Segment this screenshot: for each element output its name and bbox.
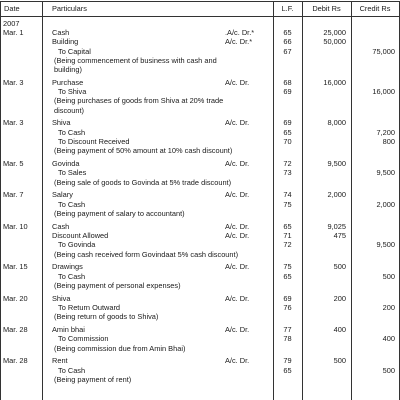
debit-account: Cash: [52, 28, 70, 37]
header-date: Date: [4, 4, 20, 13]
ledger-folio: 70: [283, 136, 292, 146]
credit-account: To Cash: [58, 271, 86, 281]
credit-account: To Return Outward: [58, 302, 121, 312]
ac-dr-label: A/c. Dr.: [225, 221, 250, 231]
narration-line: (Being purchases of goods from Shiva at 20% trade: [54, 96, 224, 106]
credit-amount: 9,500: [376, 168, 395, 178]
credit-account: To Capital: [58, 46, 91, 56]
debit-account: Rent: [52, 356, 68, 366]
ledger-folio: 65: [283, 221, 292, 231]
ac-dr-label: A/c. Dr.: [225, 325, 250, 335]
narration-line: (Being payment of rent): [54, 374, 132, 384]
divider-lf: [302, 1, 303, 400]
narration-line: (Being payment of 50% amount at 10% cash discount): [54, 146, 233, 156]
header-bottom-rule: [0, 16, 400, 17]
debit-account: Building: [52, 37, 79, 47]
debit-amount: 500: [333, 262, 346, 272]
credit-account: To Commission: [58, 334, 109, 344]
ledger-folio: 75: [283, 199, 292, 209]
header-credit: Credit Rs: [359, 4, 391, 13]
credit-amount: 800: [382, 136, 395, 146]
narration-line: (Being commission due from Amin Bhai): [54, 343, 186, 353]
ac-dr-label: A/c. Dr.: [225, 190, 250, 200]
entry-date: Mar. 28: [3, 325, 28, 335]
debit-amount: 9,025: [327, 221, 346, 231]
narration-line: (Being payment of personal expenses): [54, 280, 181, 290]
ledger-folio: 69: [283, 293, 292, 303]
credit-amount: 16,000: [372, 87, 395, 97]
debit-amount: 9,500: [327, 159, 346, 169]
credit-amount: 500: [382, 365, 395, 375]
credit-amount: 400: [382, 334, 395, 344]
ledger-folio: 75: [283, 262, 292, 272]
ledger-folio: 72: [283, 159, 292, 169]
credit-account: To Cash: [58, 199, 86, 209]
narration-line: (Being payment of salary to accountant): [54, 208, 185, 218]
entry-date: Mar. 20: [3, 293, 28, 303]
debit-amount: 475: [333, 231, 346, 240]
ac-dr-label: A/c. Dr.: [225, 293, 250, 303]
credit-account: To Discount Received: [58, 136, 130, 146]
debit-account: Cash: [52, 221, 70, 231]
ledger-folio: 73: [283, 168, 292, 178]
ledger-folio: 71: [283, 231, 292, 240]
credit-amount: 7,200: [376, 127, 395, 137]
narration-line: (Being sale of goods to Govinda at 5% trade discount): [54, 177, 232, 187]
border-left: [0, 1, 1, 400]
entry-date: Mar. 7: [3, 190, 24, 200]
entry-date: Mar. 28: [3, 356, 28, 366]
entry-date: Mar. 3: [3, 118, 24, 128]
ledger-folio: 72: [283, 240, 292, 250]
narration-line: discount): [54, 105, 84, 115]
entry-date: Mar. 10: [3, 221, 28, 231]
debit-amount: 2,000: [327, 190, 346, 200]
ac-dr-label: A/c. Dr.*: [225, 37, 253, 47]
debit-account: Discount Allowed: [52, 231, 109, 240]
ledger-folio: 65: [283, 365, 292, 375]
narration-line: (Being cash received form Govindaat 5% cash discount): [54, 249, 239, 259]
debit-account: Govinda: [52, 159, 80, 169]
debit-amount: 400: [333, 325, 346, 335]
entry-date: Mar. 3: [3, 77, 24, 87]
ac-dr-label: A/c. Dr.: [225, 77, 250, 87]
ledger-folio: 76: [283, 302, 292, 312]
ledger-folio: 65: [283, 271, 292, 281]
debit-amount: 200: [333, 293, 346, 303]
debit-account: Drawings: [52, 262, 83, 272]
debit-amount: 50,000: [323, 37, 346, 47]
credit-account: To Govinda: [58, 240, 96, 250]
debit-amount: 16,000: [323, 77, 346, 87]
credit-amount: 200: [382, 302, 395, 312]
credit-account: To Cash: [58, 127, 86, 137]
entry-date: Mar. 1: [3, 28, 24, 37]
credit-account: To Cash: [58, 365, 86, 375]
credit-account: To Sales: [58, 168, 87, 178]
entry-date: Mar. 15: [3, 262, 28, 272]
header-debit: Debit Rs: [312, 4, 341, 13]
ledger-folio: 74: [283, 190, 292, 200]
ac-dr-label: .A/c. Dr.*: [225, 28, 255, 37]
debit-account: Purchase: [52, 77, 84, 87]
ledger-folio: 69: [283, 87, 292, 97]
narration-line: (Being return of goods to Shiva): [54, 312, 159, 322]
header-top-rule: [0, 1, 400, 2]
credit-account: To Shiva: [58, 87, 87, 97]
journal-table: [0, 1, 400, 400]
narration-line: building): [54, 65, 82, 74]
header-particulars: Particulars: [52, 4, 87, 13]
ac-dr-label: A/c. Dr.: [225, 356, 250, 366]
ledger-folio: 68: [283, 77, 292, 87]
debit-amount: 8,000: [327, 118, 346, 128]
ac-dr-label: A/c. Dr.: [225, 262, 250, 272]
debit-amount: 25,000: [323, 28, 346, 37]
ledger-folio: 65: [283, 127, 292, 137]
ac-dr-label: A/c. Dr.: [225, 159, 250, 169]
debit-account: Amin bhai: [52, 325, 85, 335]
ac-dr-label: A/c. Dr.: [225, 118, 250, 128]
credit-amount: 75,000: [372, 46, 395, 56]
ledger-folio: 69: [283, 118, 292, 128]
debit-account: Shiva: [52, 293, 71, 303]
credit-amount: 2,000: [376, 199, 395, 209]
ledger-folio: 79: [283, 356, 292, 366]
entry-date: Mar. 5: [3, 159, 24, 169]
debit-account: Salary: [52, 190, 73, 200]
debit-account: Shiva: [52, 118, 71, 128]
ledger-folio: 66: [283, 37, 292, 47]
divider-date: [42, 1, 43, 400]
ledger-folio: 67: [283, 46, 292, 56]
ledger-folio: 78: [283, 334, 292, 344]
debit-amount: 500: [333, 356, 346, 366]
credit-amount: 9,500: [376, 240, 395, 250]
year-label: 2007: [3, 19, 20, 28]
ledger-folio: 77: [283, 325, 292, 335]
header-lf: L.F.: [281, 4, 294, 13]
narration-line: (Being commencement of business with cash and: [54, 55, 217, 65]
ac-dr-label: A/c. Dr.: [225, 231, 250, 240]
credit-amount: 500: [382, 271, 395, 281]
ledger-folio: 65: [283, 28, 292, 37]
